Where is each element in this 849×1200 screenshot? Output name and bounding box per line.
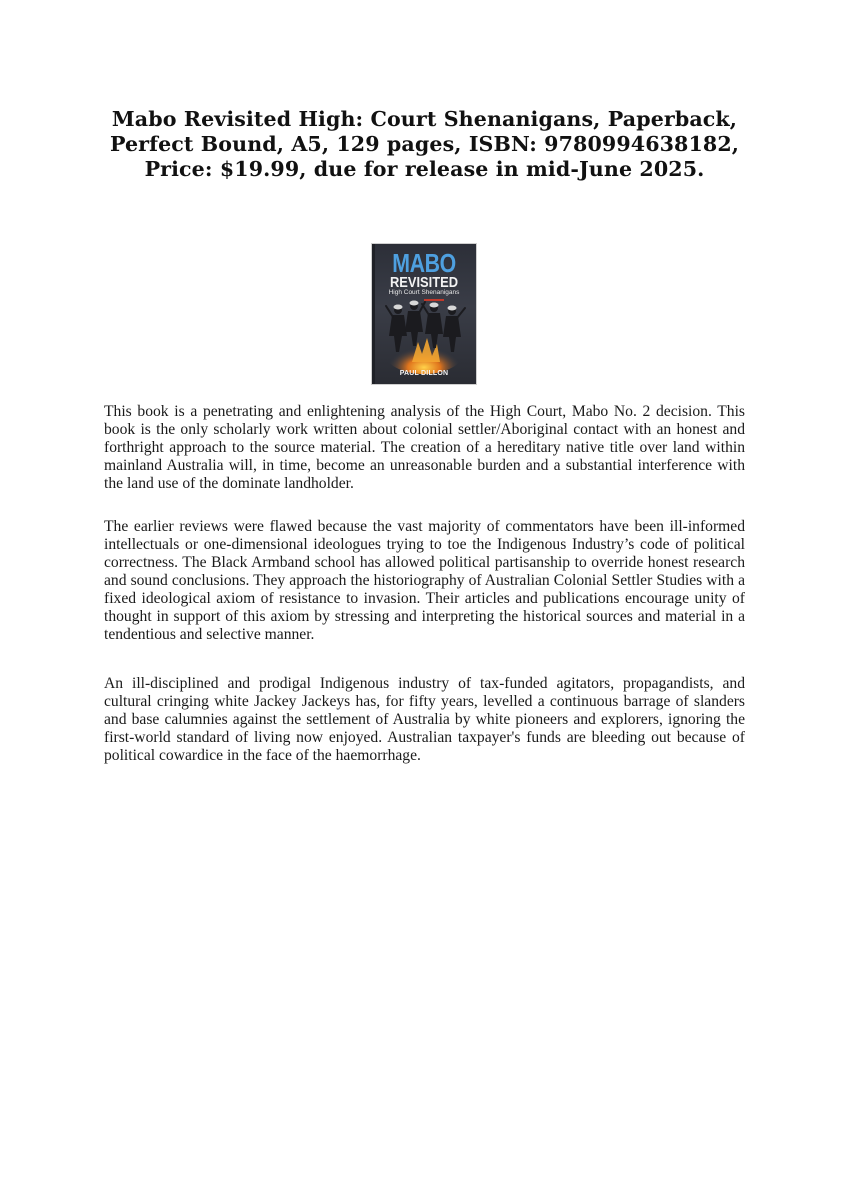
body-paragraph-3: An ill-disciplined and prodigal Indigenous industry of tax-funded agitators, propagandists, and cultural cringing white Jackey Jackeys has, for fifty years, levelled a continuous barrage of slanders and base calumnies against the settlement of Australia by white pioneers and explorers, ignoring the first-world standard of living now enjoyed. Australian taxpayer's funds are bleeding out because of political cowardice in the face of the haemorrhage.: [104, 675, 745, 764]
body-paragraph-2: The earlier reviews were flawed because the vast majority of commentators have been ill-informed intellectuals or one-dimensional ideologues trying to toe the Indigenous Industry’s code of political correctness. The Black Armband school has allowed political partisanship to override honest research and sound conclusions. They approach the historiography of Australian Colonial Settler Studies with a fixed ideological axiom of resistance to invasion. Their articles and publications encourage unity of thought in support of this axiom by stressing and interpreting the historical sources and material in a tendentious and selective manner.: [104, 518, 745, 643]
book-cover-image: [372, 244, 476, 384]
body-paragraph-1: This book is a penetrating and enlightening analysis of the High Court, Mabo No. 2 decision. This book is the only scholarly work written about colonial settler/Aboriginal contact with an honest and forthright approach to the source material. The creation of a hereditary native title over land within mainland Australia will, in time, become an unreasonable burden and a substantial interference with the land use of the dominate landholder.: [104, 403, 745, 492]
cover-subtitle: High Court Shenanigans: [388, 289, 460, 296]
cover-author: PAUL DILLON: [399, 370, 449, 377]
page-title: Mabo Revisited High: Court Shenanigans, Paperback, Perfect Bound, A5, 129 pages, ISBN: 9780994638182, Price: $19.99, due for release in mid-June 2025.: [109, 107, 740, 181]
cover-title-revisited: REVISITED: [389, 274, 459, 291]
cover-title-mabo: MABO: [392, 248, 456, 278]
